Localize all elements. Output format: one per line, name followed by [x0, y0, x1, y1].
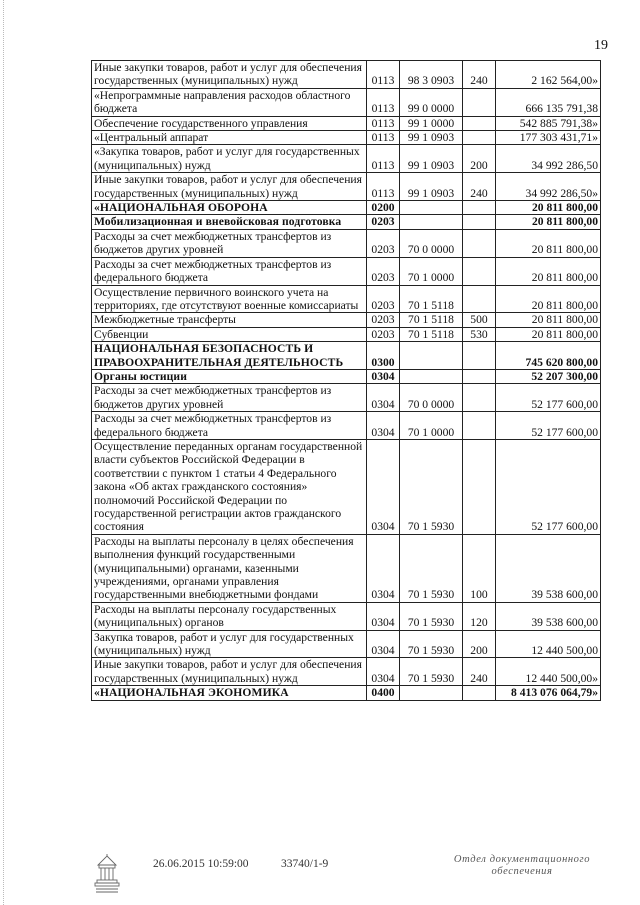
cell-section: 0300: [367, 342, 400, 370]
cell-section: 0113: [367, 61, 400, 89]
cell-section: 0304: [367, 534, 400, 602]
table-row: [92, 630, 601, 658]
cell-section: 0400: [367, 686, 400, 700]
cell-expense-type: 240: [463, 173, 496, 201]
cell-amount: 2 162 564,00»: [496, 61, 601, 89]
cell-expense-type: [463, 285, 496, 313]
cell-expense-type: 530: [463, 327, 496, 341]
cell-amount: 39 538 600,00: [496, 534, 601, 602]
cell-target-article: 70 0 0000: [400, 384, 463, 412]
table-row: [92, 285, 601, 313]
cell-name: «Непрограммные направления расходов областного бюджета: [92, 88, 367, 116]
table-row: [92, 658, 601, 686]
page-number: 19: [594, 38, 608, 53]
cell-name: Закупка товаров, работ и услуг для государственных (муниципальных) нужд: [92, 630, 367, 658]
cell-expense-type: [463, 215, 496, 229]
cell-amount: 12 440 500,00»: [496, 658, 601, 686]
cell-expense-type: 500: [463, 313, 496, 327]
cell-expense-type: [463, 257, 496, 285]
cell-expense-type: 100: [463, 534, 496, 602]
cell-expense-type: 240: [463, 61, 496, 89]
table-row: [92, 686, 601, 700]
cell-section: 0113: [367, 88, 400, 116]
cell-name: Иные закупки товаров, работ и услуг для обеспечения государственных (муниципальных) нужд: [92, 173, 367, 201]
cell-amount: 34 992 286,50»: [496, 173, 601, 201]
cell-target-article: 70 1 5118: [400, 327, 463, 341]
cell-amount: 20 811 800,00: [496, 215, 601, 229]
table-row: [92, 313, 601, 327]
cell-expense-type: [463, 342, 496, 370]
table-row: [92, 116, 601, 130]
cell-name: Межбюджетные трансферты: [92, 313, 367, 327]
cell-section: 0113: [367, 173, 400, 201]
cell-name: Иные закупки товаров, работ и услуг для обеспечения государственных (муниципальных) нужд: [92, 61, 367, 89]
cell-name: «НАЦИОНАЛЬНАЯ ЭКОНОМИКА: [92, 686, 367, 700]
cell-section: 0304: [367, 439, 400, 534]
cell-name: Мобилизационная и вневойсковая подготовка: [92, 215, 367, 229]
cell-target-article: 70 1 5930: [400, 630, 463, 658]
cell-target-article: 70 1 5930: [400, 602, 463, 630]
cell-section: 0203: [367, 257, 400, 285]
cell-section: 0304: [367, 384, 400, 412]
table-row: [92, 342, 601, 370]
cell-expense-type: [463, 686, 496, 700]
table-row: [92, 369, 601, 383]
cell-target-article: 70 1 0000: [400, 412, 463, 440]
cell-amount: 52 177 600,00: [496, 439, 601, 534]
cell-expense-type: [463, 116, 496, 130]
cell-expense-type: 200: [463, 630, 496, 658]
cell-expense-type: [463, 131, 496, 145]
scan-edge: [0, 0, 4, 905]
cell-name: Расходы за счет межбюджетных трансфертов из федерального бюджета: [92, 257, 367, 285]
cell-amount: 39 538 600,00: [496, 602, 601, 630]
table-row: [92, 201, 601, 215]
cell-name: «Центральный аппарат: [92, 131, 367, 145]
cell-target-article: 98 3 0903: [400, 61, 463, 89]
cell-target-article: [400, 369, 463, 383]
table-row: [92, 229, 601, 257]
table-body: [92, 61, 601, 701]
footer-date: 26.06.2015 10:59:00: [153, 858, 249, 870]
cell-section: 0203: [367, 285, 400, 313]
cell-amount: 20 811 800,00: [496, 285, 601, 313]
table-row: [92, 412, 601, 440]
cell-amount: 8 413 076 064,79»: [496, 686, 601, 700]
cell-amount: 20 811 800,00: [496, 257, 601, 285]
cell-expense-type: [463, 384, 496, 412]
cell-target-article: 99 1 0000: [400, 116, 463, 130]
cell-target-article: 99 1 0903: [400, 131, 463, 145]
table-row: [92, 88, 601, 116]
cell-section: 0203: [367, 327, 400, 341]
cell-expense-type: [463, 88, 496, 116]
table-row: [92, 215, 601, 229]
cell-target-article: 70 0 0000: [400, 229, 463, 257]
cell-amount: 177 303 431,71»: [496, 131, 601, 145]
table-row: [92, 131, 601, 145]
cell-name: НАЦИОНАЛЬНАЯ БЕЗОПАСНОСТЬ И ПРАВООХРАНИТЕЛЬНАЯ ДЕЯТЕЛЬНОСТЬ: [92, 342, 367, 370]
cell-section: 0304: [367, 630, 400, 658]
cell-expense-type: 120: [463, 602, 496, 630]
stamp-line: Отдел документационного: [453, 854, 591, 865]
cell-name: Расходы на выплаты персоналу в целях обеспечения выполнения функций государственными (муниципальными) органами, казенными учреждениями, органами управления государственными внебюджетными фондами: [92, 534, 367, 602]
table-row: [92, 61, 601, 89]
cell-section: 0200: [367, 201, 400, 215]
cell-expense-type: 240: [463, 658, 496, 686]
cell-target-article: 99 1 0903: [400, 173, 463, 201]
cell-amount: 20 811 800,00: [496, 313, 601, 327]
cell-name: Иные закупки товаров, работ и услуг для обеспечения государственных (муниципальных) нужд: [92, 658, 367, 686]
cell-target-article: [400, 342, 463, 370]
department-stamp: [452, 854, 592, 878]
cell-expense-type: [463, 229, 496, 257]
cell-section: 0304: [367, 412, 400, 440]
footer-document-id: 33740/1-9: [281, 858, 329, 870]
cell-section: 0113: [367, 116, 400, 130]
cell-name: Обеспечение государственного управления: [92, 116, 367, 130]
cell-amount: 52 207 300,00: [496, 369, 601, 383]
cell-name: Расходы за счет межбюджетных трансфертов из бюджетов других уровней: [92, 384, 367, 412]
cell-target-article: 70 1 5118: [400, 313, 463, 327]
cell-amount: 20 811 800,00: [496, 327, 601, 341]
cell-name: Органы юстиции: [92, 369, 367, 383]
cell-amount: 542 885 791,38»: [496, 116, 601, 130]
table-row: [92, 439, 601, 534]
cell-target-article: 99 1 0903: [400, 145, 463, 173]
cell-section: 0113: [367, 131, 400, 145]
cell-amount: 34 992 286,50: [496, 145, 601, 173]
cell-name: Субвенции: [92, 327, 367, 341]
archive-building-icon: [92, 853, 122, 895]
cell-amount: 52 177 600,00: [496, 412, 601, 440]
cell-expense-type: 200: [463, 145, 496, 173]
cell-name: Осуществление переданных органам государственной власти субъектов Российской Федерации в соответствии с пунктом 1 статьи 4 Федерального закона «Об актах гражданского состояния» полномочий Российской Федерации по государственной регистрации актов гражданского состояния: [92, 439, 367, 534]
cell-section: 0113: [367, 145, 400, 173]
cell-target-article: [400, 215, 463, 229]
cell-expense-type: [463, 439, 496, 534]
stamp-line: обеспечения: [491, 866, 553, 877]
cell-target-article: 70 1 5930: [400, 534, 463, 602]
table-row: [92, 602, 601, 630]
cell-section: 0304: [367, 602, 400, 630]
cell-name: «Закупка товаров, работ и услуг для государственных (муниципальных) нужд: [92, 145, 367, 173]
cell-target-article: 70 1 5118: [400, 285, 463, 313]
cell-target-article: 70 1 0000: [400, 257, 463, 285]
cell-target-article: 70 1 5930: [400, 439, 463, 534]
cell-amount: 666 135 791,38: [496, 88, 601, 116]
cell-amount: 20 811 800,00: [496, 201, 601, 215]
table-row: [92, 173, 601, 201]
cell-name: Осуществление первичного воинского учета на территориях, где отсутствуют военные комиссариаты: [92, 285, 367, 313]
table-row: [92, 145, 601, 173]
table-row: [92, 257, 601, 285]
cell-amount: 12 440 500,00: [496, 630, 601, 658]
budget-table: [91, 60, 601, 701]
cell-target-article: 70 1 5930: [400, 658, 463, 686]
cell-section: 0203: [367, 215, 400, 229]
cell-section: 0304: [367, 658, 400, 686]
table-row: [92, 327, 601, 341]
cell-section: 0203: [367, 313, 400, 327]
cell-amount: 52 177 600,00: [496, 384, 601, 412]
cell-expense-type: [463, 369, 496, 383]
cell-target-article: 99 0 0000: [400, 88, 463, 116]
table-row: [92, 384, 601, 412]
cell-target-article: [400, 201, 463, 215]
cell-name: Расходы на выплаты персоналу государственных (муниципальных) органов: [92, 602, 367, 630]
cell-name: Расходы за счет межбюджетных трансфертов из федерального бюджета: [92, 412, 367, 440]
cell-amount: 20 811 800,00: [496, 229, 601, 257]
page-footer: [0, 848, 640, 905]
cell-target-article: [400, 686, 463, 700]
table-row: [92, 534, 601, 602]
cell-section: 0304: [367, 369, 400, 383]
cell-section: 0203: [367, 229, 400, 257]
cell-name: «НАЦИОНАЛЬНАЯ ОБОРОНА: [92, 201, 367, 215]
cell-expense-type: [463, 201, 496, 215]
cell-name: Расходы за счет межбюджетных трансфертов из бюджетов других уровней: [92, 229, 367, 257]
cell-expense-type: [463, 412, 496, 440]
cell-amount: 745 620 800,00: [496, 342, 601, 370]
